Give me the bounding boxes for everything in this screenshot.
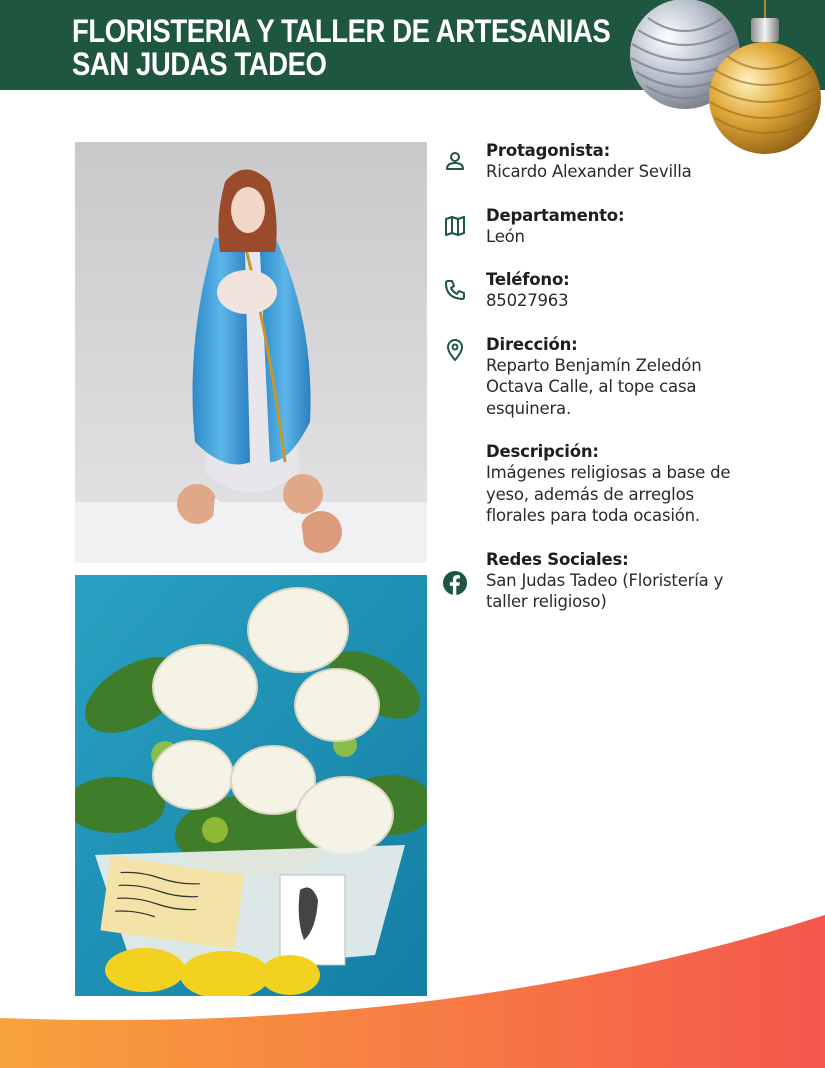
departamento-field — [443, 205, 783, 248]
direccion-field — [443, 334, 783, 420]
telefono-field — [443, 269, 783, 312]
protagonista-field — [443, 140, 783, 183]
telefono-label: Teléfono: — [486, 270, 570, 289]
descripcion-value: Imágenes religiosas a base de yeso, además de arreglos florales para toda ocasión. — [486, 463, 731, 525]
info-panel — [443, 140, 783, 613]
descripcion-field — [443, 441, 783, 527]
departamento-label: Departamento: — [486, 205, 625, 225]
direccion-label: Dirección: — [486, 334, 578, 354]
facebook-icon[interactable] — [443, 571, 467, 595]
title-line-2: SAN JUDAS TADEO — [72, 46, 327, 82]
title-line-1: FLORISTERIA Y TALLER DE ARTESANIAS — [72, 13, 611, 49]
redes-label: Redes Sociales: — [486, 549, 629, 569]
person-icon — [443, 149, 467, 173]
protagonista-value: Ricardo Alexander Sevilla — [486, 162, 692, 181]
phone-icon — [443, 278, 467, 302]
page-title — [72, 15, 610, 81]
telefono-value: 85027963 — [486, 291, 569, 310]
protagonista-label: Protagonista: — [486, 141, 610, 160]
gold-bauble-icon — [707, 0, 823, 156]
direccion-value: Reparto Benjamín Zeledón Octava Calle, al tope casa esquinera. — [486, 355, 702, 418]
map-icon — [443, 214, 467, 238]
location-pin-icon — [443, 338, 467, 362]
virgin-statue-photo — [75, 142, 427, 563]
redes-field — [443, 549, 783, 613]
descripcion-label: Descripción: — [486, 442, 599, 461]
redes-value[interactable]: San Judas Tadeo (Floristería y taller religioso) — [486, 570, 724, 611]
departamento-value: León — [486, 226, 525, 246]
bottom-wave-decoration — [0, 900, 825, 1068]
